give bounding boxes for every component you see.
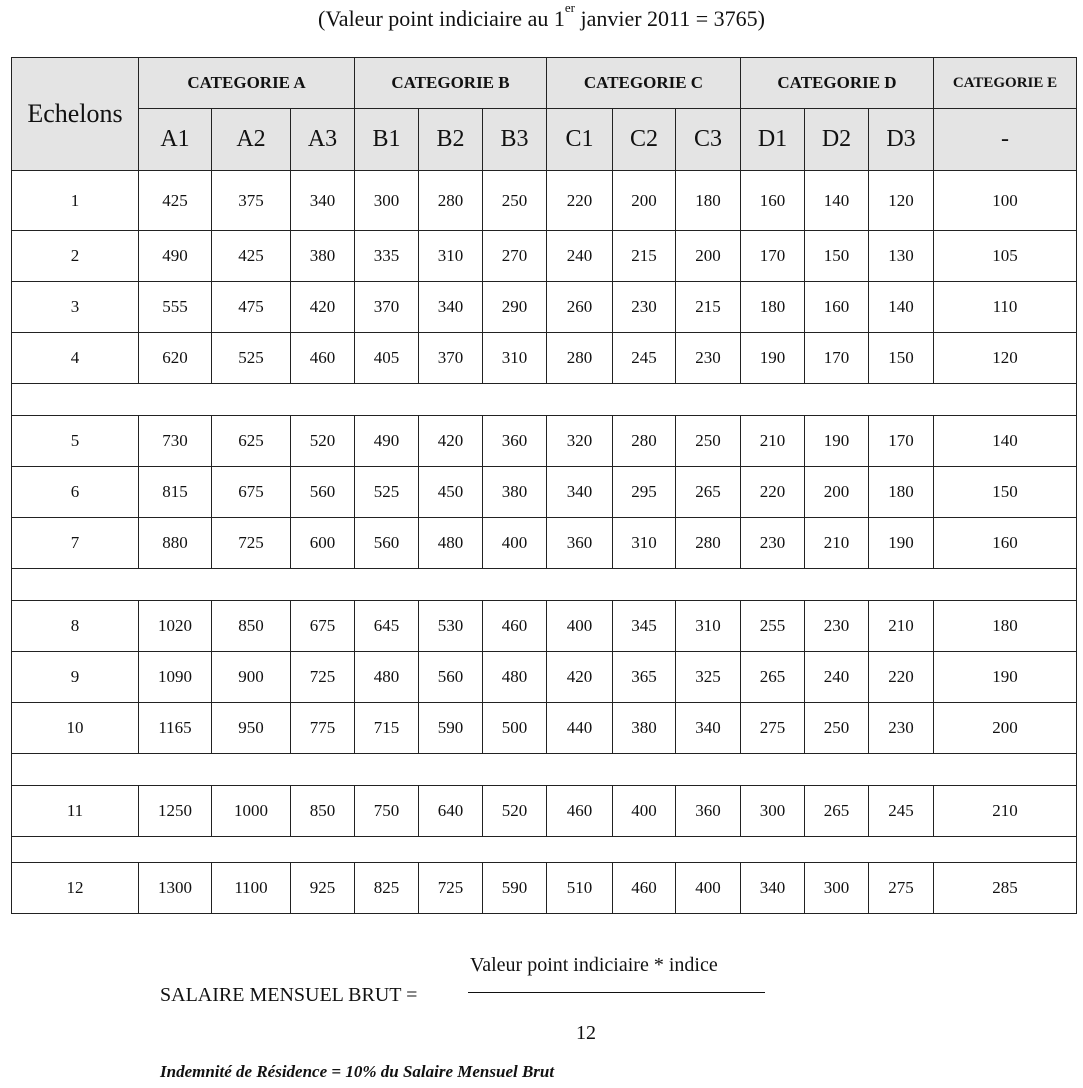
index-value-cell: 310: [613, 518, 676, 569]
separator-row: [12, 754, 1077, 786]
category-header: CATEGORIE E: [934, 58, 1077, 109]
index-value-cell: 880: [139, 518, 212, 569]
index-value-cell: 100: [934, 171, 1077, 231]
index-value-cell: 850: [291, 786, 355, 837]
index-value-cell: 620: [139, 333, 212, 384]
residence-allowance-note: Indemnité de Résidence = 10% du Salaire Mensuel Brut: [160, 1062, 555, 1081]
index-value-cell: 400: [547, 601, 613, 652]
index-value-cell: 170: [741, 231, 805, 282]
grade-header: C1: [547, 109, 613, 171]
category-header: CATEGORIE C: [547, 58, 741, 109]
index-value-cell: 245: [613, 333, 676, 384]
table-row: [12, 416, 1077, 467]
index-value-cell: 300: [805, 863, 869, 914]
index-value-cell: 490: [355, 416, 419, 467]
category-header: CATEGORIE A: [139, 58, 355, 109]
index-value-cell: 560: [419, 652, 483, 703]
grade-header: C3: [676, 109, 741, 171]
index-value-cell: 560: [291, 467, 355, 518]
index-value-cell: 460: [483, 601, 547, 652]
index-value-cell: 255: [741, 601, 805, 652]
index-value-cell: 200: [676, 231, 741, 282]
index-value-cell: 230: [741, 518, 805, 569]
index-value-cell: 380: [613, 703, 676, 754]
index-value-cell: 170: [805, 333, 869, 384]
index-value-cell: 850: [212, 601, 291, 652]
index-value-cell: 1100: [212, 863, 291, 914]
echelon-cell: 11: [12, 786, 139, 837]
index-value-cell: 375: [212, 171, 291, 231]
salary-index-table: [11, 57, 1077, 914]
table-row: [12, 333, 1077, 384]
index-value-cell: 400: [676, 863, 741, 914]
index-value-cell: 405: [355, 333, 419, 384]
index-value-cell: 140: [805, 171, 869, 231]
echelon-cell: 3: [12, 282, 139, 333]
separator-row: [12, 384, 1077, 416]
index-value-cell: 250: [805, 703, 869, 754]
index-value-cell: 220: [547, 171, 613, 231]
grade-header: A3: [291, 109, 355, 171]
index-value-cell: 475: [212, 282, 291, 333]
index-value-cell: 675: [212, 467, 291, 518]
index-value-cell: 270: [483, 231, 547, 282]
index-value-cell: 265: [676, 467, 741, 518]
title-superscript: er: [564, 0, 575, 15]
separator-cell: [12, 837, 1077, 863]
index-value-cell: 230: [613, 282, 676, 333]
index-value-cell: 245: [869, 786, 934, 837]
index-value-cell: 625: [212, 416, 291, 467]
index-value-cell: 215: [676, 282, 741, 333]
grade-header: D3: [869, 109, 934, 171]
index-value-cell: 340: [676, 703, 741, 754]
index-value-cell: 725: [291, 652, 355, 703]
index-value-cell: 360: [676, 786, 741, 837]
index-value-cell: 725: [212, 518, 291, 569]
index-value-cell: 110: [934, 282, 1077, 333]
index-value-cell: 180: [934, 601, 1077, 652]
index-value-cell: 590: [483, 863, 547, 914]
index-value-cell: 1020: [139, 601, 212, 652]
index-value-cell: 160: [934, 518, 1077, 569]
index-value-cell: 490: [139, 231, 212, 282]
index-value-cell: 560: [355, 518, 419, 569]
index-value-cell: 600: [291, 518, 355, 569]
table-row: [12, 703, 1077, 754]
table-row: [12, 601, 1077, 652]
index-value-cell: 280: [547, 333, 613, 384]
index-value-cell: 220: [869, 652, 934, 703]
echelon-cell: 2: [12, 231, 139, 282]
index-value-cell: 265: [741, 652, 805, 703]
separator-row: [12, 569, 1077, 601]
index-value-cell: 420: [291, 282, 355, 333]
index-value-cell: 380: [291, 231, 355, 282]
formula-numerator: Valeur point indiciaire * indice: [470, 954, 718, 976]
index-value-cell: 345: [613, 601, 676, 652]
table-row: [12, 518, 1077, 569]
separator-row: [12, 837, 1077, 863]
index-value-cell: 275: [741, 703, 805, 754]
index-value-cell: 525: [212, 333, 291, 384]
index-value-cell: 730: [139, 416, 212, 467]
index-value-cell: 105: [934, 231, 1077, 282]
index-value-cell: 150: [869, 333, 934, 384]
index-value-cell: 520: [291, 416, 355, 467]
index-value-cell: 525: [355, 467, 419, 518]
index-value-cell: 420: [547, 652, 613, 703]
index-value-cell: 190: [805, 416, 869, 467]
echelon-cell: 1: [12, 171, 139, 231]
index-value-cell: 120: [934, 333, 1077, 384]
index-value-cell: 340: [547, 467, 613, 518]
index-value-cell: 460: [613, 863, 676, 914]
index-value-cell: 645: [355, 601, 419, 652]
index-value-cell: 900: [212, 652, 291, 703]
index-value-cell: 230: [805, 601, 869, 652]
salary-formula: [0, 946, 1083, 1046]
formula-denominator: 12: [576, 1022, 596, 1044]
index-value-cell: 460: [547, 786, 613, 837]
index-value-cell: 265: [805, 786, 869, 837]
document-title: [0, 0, 1083, 34]
echelon-cell: 9: [12, 652, 139, 703]
index-value-cell: 180: [676, 171, 741, 231]
table-row: [12, 786, 1077, 837]
index-value-cell: 280: [613, 416, 676, 467]
index-value-cell: 310: [483, 333, 547, 384]
index-value-cell: 815: [139, 467, 212, 518]
category-header: CATEGORIE D: [741, 58, 934, 109]
echelon-cell: 7: [12, 518, 139, 569]
table-row: [12, 863, 1077, 914]
index-value-cell: 310: [419, 231, 483, 282]
table-row: [12, 282, 1077, 333]
index-value-cell: 775: [291, 703, 355, 754]
separator-cell: [12, 569, 1077, 601]
index-value-cell: 295: [613, 467, 676, 518]
index-value-cell: 275: [869, 863, 934, 914]
index-value-cell: 285: [934, 863, 1077, 914]
index-value-cell: 180: [869, 467, 934, 518]
index-value-cell: 425: [212, 231, 291, 282]
index-value-cell: 120: [869, 171, 934, 231]
index-value-cell: 280: [419, 171, 483, 231]
index-value-cell: 370: [355, 282, 419, 333]
index-value-cell: 230: [676, 333, 741, 384]
index-value-cell: 640: [419, 786, 483, 837]
category-header: CATEGORIE B: [355, 58, 547, 109]
index-value-cell: 480: [355, 652, 419, 703]
index-value-cell: 250: [676, 416, 741, 467]
grade-header: C2: [613, 109, 676, 171]
grade-header: D2: [805, 109, 869, 171]
index-value-cell: 530: [419, 601, 483, 652]
index-value-cell: 1000: [212, 786, 291, 837]
index-value-cell: 450: [419, 467, 483, 518]
index-value-cell: 480: [419, 518, 483, 569]
grade-header: A2: [212, 109, 291, 171]
index-value-cell: 160: [805, 282, 869, 333]
title-suffix: janvier 2011 = 3765): [574, 6, 765, 31]
echelon-cell: 10: [12, 703, 139, 754]
index-value-cell: 520: [483, 786, 547, 837]
index-value-cell: 210: [805, 518, 869, 569]
index-value-cell: 140: [934, 416, 1077, 467]
index-value-cell: 300: [355, 171, 419, 231]
table-row: [12, 467, 1077, 518]
index-value-cell: 200: [805, 467, 869, 518]
index-value-cell: 200: [613, 171, 676, 231]
index-value-cell: 210: [741, 416, 805, 467]
index-value-cell: 180: [741, 282, 805, 333]
table-row: [12, 231, 1077, 282]
index-value-cell: 310: [676, 601, 741, 652]
index-value-cell: 360: [547, 518, 613, 569]
index-value-cell: 360: [483, 416, 547, 467]
index-value-cell: 500: [483, 703, 547, 754]
index-value-cell: 420: [419, 416, 483, 467]
index-value-cell: 300: [741, 786, 805, 837]
index-value-cell: 190: [869, 518, 934, 569]
grade-header: B3: [483, 109, 547, 171]
index-value-cell: 215: [613, 231, 676, 282]
index-value-cell: 750: [355, 786, 419, 837]
index-value-cell: 425: [139, 171, 212, 231]
index-value-cell: 210: [934, 786, 1077, 837]
index-value-cell: 590: [419, 703, 483, 754]
table-row: [12, 171, 1077, 231]
echelons-header: Echelons: [12, 58, 139, 171]
index-value-cell: 555: [139, 282, 212, 333]
index-value-cell: 440: [547, 703, 613, 754]
index-value-cell: 380: [483, 467, 547, 518]
index-value-cell: 400: [613, 786, 676, 837]
index-value-cell: 825: [355, 863, 419, 914]
echelon-cell: 8: [12, 601, 139, 652]
index-value-cell: 725: [419, 863, 483, 914]
fraction-bar: [468, 992, 765, 993]
index-value-cell: 950: [212, 703, 291, 754]
index-value-cell: 220: [741, 467, 805, 518]
index-value-cell: 250: [483, 171, 547, 231]
grade-header: D1: [741, 109, 805, 171]
index-value-cell: 325: [676, 652, 741, 703]
index-value-cell: 335: [355, 231, 419, 282]
index-value-cell: 150: [805, 231, 869, 282]
index-value-cell: 190: [741, 333, 805, 384]
grade-header: B1: [355, 109, 419, 171]
index-value-cell: 280: [676, 518, 741, 569]
index-value-cell: 260: [547, 282, 613, 333]
index-value-cell: 200: [934, 703, 1077, 754]
index-value-cell: 130: [869, 231, 934, 282]
grade-header: A1: [139, 109, 212, 171]
echelon-cell: 4: [12, 333, 139, 384]
index-value-cell: 925: [291, 863, 355, 914]
formula-label: SALAIRE MENSUEL BRUT =: [160, 984, 418, 1006]
index-value-cell: 675: [291, 601, 355, 652]
index-value-cell: 320: [547, 416, 613, 467]
index-value-cell: 365: [613, 652, 676, 703]
index-value-cell: 1165: [139, 703, 212, 754]
index-value-cell: 340: [291, 171, 355, 231]
index-value-cell: 240: [547, 231, 613, 282]
index-value-cell: 230: [869, 703, 934, 754]
index-value-cell: 160: [741, 171, 805, 231]
echelon-cell: 6: [12, 467, 139, 518]
index-value-cell: 715: [355, 703, 419, 754]
index-value-cell: 210: [869, 601, 934, 652]
grade-header: -: [934, 109, 1077, 171]
index-value-cell: 340: [419, 282, 483, 333]
index-value-cell: 400: [483, 518, 547, 569]
index-value-cell: 150: [934, 467, 1077, 518]
separator-cell: [12, 754, 1077, 786]
index-value-cell: 1250: [139, 786, 212, 837]
index-value-cell: 340: [741, 863, 805, 914]
index-value-cell: 370: [419, 333, 483, 384]
index-value-cell: 170: [869, 416, 934, 467]
grade-header: B2: [419, 109, 483, 171]
index-value-cell: 190: [934, 652, 1077, 703]
index-value-cell: 290: [483, 282, 547, 333]
index-value-cell: 240: [805, 652, 869, 703]
echelon-cell: 5: [12, 416, 139, 467]
index-value-cell: 510: [547, 863, 613, 914]
index-value-cell: 460: [291, 333, 355, 384]
title-prefix: (Valeur point indiciaire au 1: [318, 6, 565, 31]
separator-cell: [12, 384, 1077, 416]
echelon-cell: 12: [12, 863, 139, 914]
index-value-cell: 140: [869, 282, 934, 333]
index-value-cell: 1090: [139, 652, 212, 703]
index-value-cell: 1300: [139, 863, 212, 914]
index-value-cell: 480: [483, 652, 547, 703]
table-row: [12, 652, 1077, 703]
